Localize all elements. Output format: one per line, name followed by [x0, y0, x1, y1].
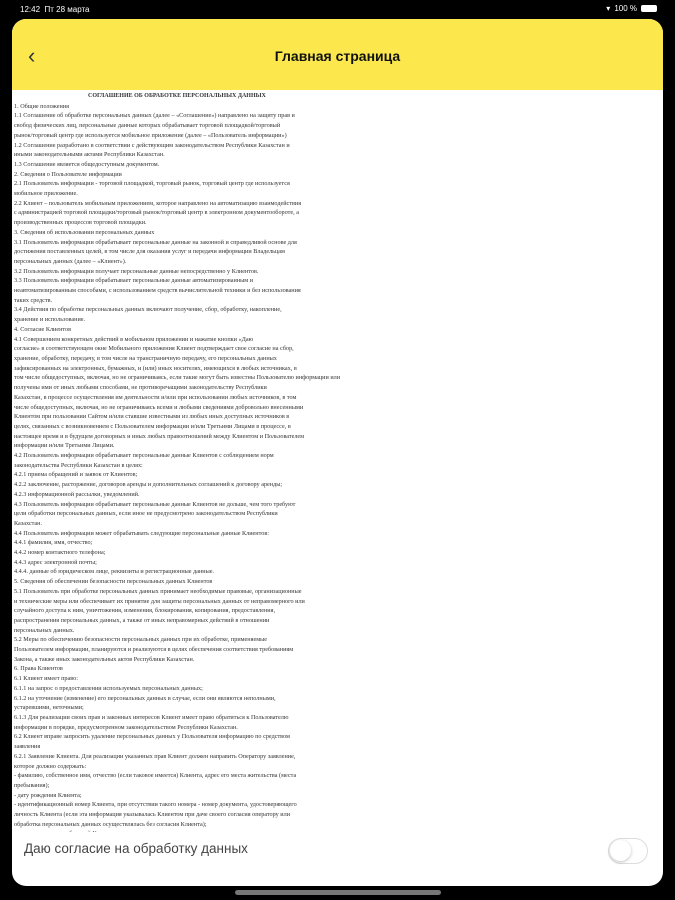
document-line: 3.3 Пользователь информации обрабатывает персональные данные автоматизированным и [14, 277, 254, 285]
document-line: 4.2.3 информационной рассылки, уведомлений. [14, 490, 140, 498]
document-line: 5. Сведения об обеспечении безопасности персональных данных Клиентов [14, 578, 213, 586]
document-line: 1. Общие положения [14, 102, 69, 110]
document-line: 3. Сведения об использовании персональных данных [14, 228, 155, 236]
document-line: 5.1 Пользователь при обработке персональных данных принимает необходимые правовые, организационные [14, 587, 302, 595]
document-line: 2. Сведения о Пользователе информации [14, 170, 122, 178]
document-line: производственных процессов торговой площадки. [14, 219, 147, 227]
document-line: согласие» в соответствующем окне Мобильного приложения Клиент подтверждает свое согласие на сбор, [14, 345, 294, 353]
document-line: 6.1.3 Для реализации своих прав и законных интересов Клиент имеет право обратиться к Пользователю [14, 714, 289, 721]
document-line: Пользователем информации, планируются и реализуются в целях обеспечения соответствия требованиям [14, 646, 294, 654]
document-line: 4.3 Пользователь информации обрабатывает персональные данные Клиентов не дольше, чем того требуют [14, 500, 296, 508]
document-line: 4. Согласие Клиентов [14, 325, 72, 333]
document-line: цели обработки персональных данных, если иное не предусмотрено законодательством Республики [14, 510, 278, 518]
toggle-knob [610, 840, 631, 861]
status-time [20, 5, 90, 14]
document-line: Казахстан. [14, 519, 43, 527]
document-line: персональных данных (далее – «Клиент»). [14, 257, 127, 265]
chevron-left-icon: ‹ [28, 43, 36, 68]
document-line: 4.2 Пользователь информации обрабатывает персональные данные Клиентов с соблюдением норм [14, 452, 274, 460]
document-line: обработка персональных данных осуществлялась без согласия Клиента); [14, 820, 207, 828]
home-indicator[interactable] [235, 890, 441, 895]
document-line: 6.1.1 на запрос о предоставлении используемых персональных данных; [14, 684, 203, 692]
document-line: 2.2 Клиент – пользователь мобильным приложением, которое направлено на автоматизацию взаимодействия [14, 199, 302, 207]
document-line: случайного доступа к ним, уничтожения, изменения, блокирования, копирования, предоставления, [14, 607, 276, 615]
document-line: устаревшими, неточными; [14, 704, 84, 712]
document-line: распространения персональных данных, а также от иных неправомерных действий в отношении [14, 616, 270, 624]
document-line: 4.4.4. данные об юридическом лице, реквизиты и регистрационные данные. [14, 568, 215, 576]
document-line: личность Клиента (если эта информация указывалась Клиентом при даче своего согласия оператору или [14, 811, 291, 819]
document-line: числе общедоступных, включая, но не ограничиваясь всеми и любыми сведениями добровольно внесенными [14, 403, 304, 411]
document-line [14, 829, 414, 832]
document-line: заявления [14, 743, 41, 751]
document-line: 6.1 Клиент имеет право: [14, 675, 78, 683]
document-line: таких средств. [14, 296, 53, 304]
document-line: и технические меры или обеспечивает их принятие для защиты персональных данных от неправомерного или [14, 597, 305, 605]
document-line: - идентификационный номер Клиента, при отсутствии такого номера - номер документа, удостоверяющего [14, 801, 297, 809]
document-heading: СОГЛАШЕНИЕ ОБ ОБРАБОТКЕ ПЕРСОНАЛЬНЫХ ДАННЫХ [88, 93, 266, 99]
document-line: 6. Права Клиентов [14, 665, 63, 673]
nav-header [12, 19, 663, 90]
document-line: 1.1 Соглашение об обработке персональных данных (далее – «Соглашение») направлено на защиту прав и [14, 112, 295, 120]
document-line: мобильное приложение. [14, 190, 78, 198]
status-right [606, 4, 657, 13]
document-line: 5.2 Меры по обеспечению безопасности персональных данных при их обработке, применяемые [14, 636, 268, 644]
document-line: 4.2.2 заключение, расторжение, договоров аренды и дополнительных соглашений к договору аренды; [14, 481, 283, 489]
document-line: 3.4 Действия по обработке персональных данных включают получение, сбор, обработку, накопление, [14, 306, 282, 314]
document-line: персональных данных. [14, 626, 75, 634]
document-line: 6.1.2 на уточнение (изменение) его персональных данных в случае, если они являются неполными, [14, 694, 276, 702]
document-line: 3.2 Пользователь информации получает персональные данные непосредственно у Клиентов. [14, 267, 259, 275]
page-title: Главная страница [274, 48, 401, 64]
document-line: 1.3 Соглашение является общедоступным документом. [14, 160, 160, 168]
document-line: 3.1 Пользователь информации обрабатывает персональные данные на законной и справедливой основе для [14, 238, 297, 246]
battery-icon [641, 5, 657, 12]
document-line: пребывания); [14, 781, 50, 789]
wifi-icon: ▾ [606, 4, 611, 13]
status-bar [0, 0, 675, 18]
document-line: Закона, а также иных законодательных актов Республики Казахстан. [14, 655, 195, 663]
document-line: 4.4.1 фамилия, имя, отчество; [14, 539, 93, 547]
document-line: 2.1 Пользователь информации - торговой площадкой, торговый рынок, торговый центр где используется [14, 180, 290, 188]
document-line: 4.4.2 номер контактного телефона; [14, 549, 106, 557]
document-line: достижения поставленных целей, в том числе для оказания услуг и передачи информации Владельцам [14, 248, 285, 256]
document-line: том числе общедоступных, включая, но не ограничиваясь, если такие могут быть известны Пользователю информации или [14, 374, 341, 382]
document-line: свобод физических лиц, персональные данные которых обрабатывает торговой площадкой/торговый [14, 122, 281, 130]
consent-label: Даю согласие на обработку данных [24, 841, 248, 856]
document-line: - фамилию, собственное имя, отчество (если таковое имеется) Клиента, адрес его места жительства (места [14, 772, 297, 780]
document-line: Казахстан, в процессе осуществления им деятельности и/или при использовании любых источников, в том [14, 393, 297, 401]
date-text: Пт 28 марта [44, 5, 90, 14]
document-line: 1.2 Соглашение разработано в соответствии с действующим законодательством Республики Казахстан и [14, 141, 290, 149]
document-line: с администрацией торговой площадки/торговый рынок/торговый центр в электронном документообороте, а [14, 209, 299, 217]
document-line: зафиксированных на электронных, бумажных, и (или) иных носителях, имеющихся в любых источниках, в [14, 364, 297, 372]
document-line: хранение, обработку, передачу, в том числе на трансграничную передачу, его персональных данных [14, 354, 277, 362]
document-line: 6.2 Клиент вправе запросить удаление персональных данных у Пользователя информацию по средством [14, 733, 290, 741]
document-line: информации и/или Третьими Лицами. [14, 442, 115, 450]
document-line: иными законодательными актами Республики Казахстан. [14, 151, 165, 159]
document-line: Клиентом при пользовании Сайтом и/или ставшие известными из любых иных доступных источников в [14, 413, 290, 421]
document-line: - дату рождения Клиента; [14, 791, 82, 799]
time-text: 12:42 [20, 5, 41, 14]
document-line: настоящее время и в будущем договорных и иных любых правоотношений между Клиентом и Пользователем [14, 432, 305, 440]
document-line: 4.2.1 приема обращений и заявок от Клиентов; [14, 471, 138, 479]
document-line: неавтоматизированным способами, с использованием средств вычислительной техники и без использования [14, 287, 301, 295]
document-line: 6.2.1 Заявление Клиента. Для реализации указанных прав Клиент должен направить Оператору заявление, [14, 752, 296, 760]
agreement-document[interactable] [14, 92, 414, 832]
document-line: целях, связанных с возникновением с Пользователем информации и/или Третьими Лицами в процессе, в [14, 422, 291, 430]
main-card [12, 19, 663, 886]
document-line: 4.4 Пользователь информации может обрабатывать следующие персональные данные Клиентов: [14, 529, 269, 537]
battery-text: 100 % [614, 4, 637, 13]
document-line: получены ими от иных любыми способами, не противоречащими законодательству Республики [14, 384, 267, 392]
document-line: законодательства Республики Казахстан в целях: [14, 461, 143, 469]
document-line: 4.1 Совершением конкретных действий в мобильном приложении и нажатие кнопки «Даю [14, 335, 254, 343]
document-line: хранение и использование. [14, 316, 86, 324]
document-line: которое должно содержать: [14, 762, 87, 770]
document-line: 4.4.3 адрес электронной почты; [14, 558, 97, 566]
document-line: информации в порядке, предусмотренном законодательством Республики Казахстан. [14, 723, 238, 731]
document-line: рынок/торговый центр где используется мобильное приложение (далее – «Пользователь информации») [14, 131, 287, 139]
consent-toggle[interactable] [608, 838, 648, 864]
